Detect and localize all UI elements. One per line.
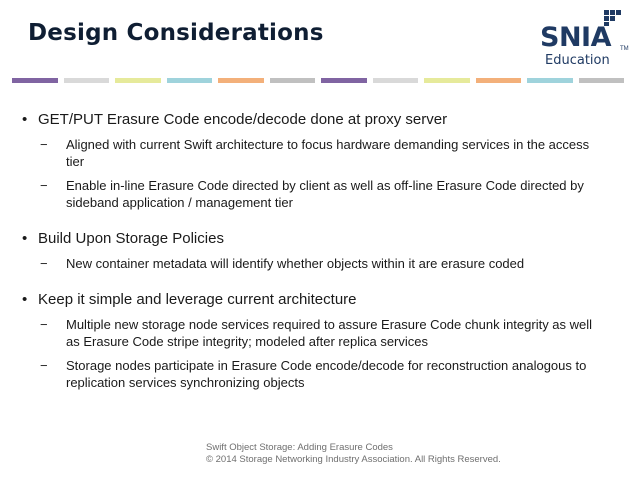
footer-copyright: © 2014 Storage Networking Industry Association. All Rights Reserved. <box>206 454 501 465</box>
bullet-item: • Keep it simple and leverage current architecture <box>22 290 612 309</box>
bullet-item: • Build Upon Storage Policies <box>22 229 612 248</box>
bullet-item: • GET/PUT Erasure Code encode/decode done at proxy server <box>22 110 612 129</box>
color-stripe <box>115 78 161 83</box>
color-stripe <box>527 78 573 83</box>
color-stripe <box>218 78 264 83</box>
sub-bullet-item: − Aligned with current Swift architecture to focus hardware demanding services in the access tier <box>40 137 590 169</box>
logo-word: SNIA <box>540 22 611 53</box>
footer-deck-title: Swift Object Storage: Adding Erasure Codes <box>206 442 393 453</box>
color-stripe <box>321 78 367 83</box>
color-stripe <box>167 78 213 83</box>
bullet-list <box>22 110 612 391</box>
color-stripe <box>579 78 625 83</box>
color-stripe <box>424 78 470 83</box>
color-stripe <box>373 78 419 83</box>
color-stripe <box>476 78 522 83</box>
sub-bullet-item: − Storage nodes participate in Erasure Code encode/decode for reconstruction analogous to replication services synchronizing objects <box>40 358 587 390</box>
sub-bullet-item: − Multiple new storage node services required to assure Erasure Code chunk integrity as well as Erasure Code stripe integrity; modeled after replica services <box>40 317 593 349</box>
color-stripe <box>270 78 316 83</box>
page-title: Design Considerations <box>28 20 324 46</box>
sub-bullet-item: − New container metadata will identify whether objects within it are erasure coded <box>40 256 525 271</box>
logo-subtitle: Education <box>545 53 610 68</box>
snia-education-logo <box>540 8 632 72</box>
color-stripe <box>12 78 58 83</box>
slide-footer <box>206 442 501 466</box>
color-stripe <box>64 78 110 83</box>
sub-bullet-item: − Enable in-line Erasure Code directed by client as well as off-line Erasure Code directed by sideband application / management tier <box>40 178 584 210</box>
color-stripe-divider <box>12 78 624 84</box>
logo-trademark: TM <box>620 46 629 52</box>
